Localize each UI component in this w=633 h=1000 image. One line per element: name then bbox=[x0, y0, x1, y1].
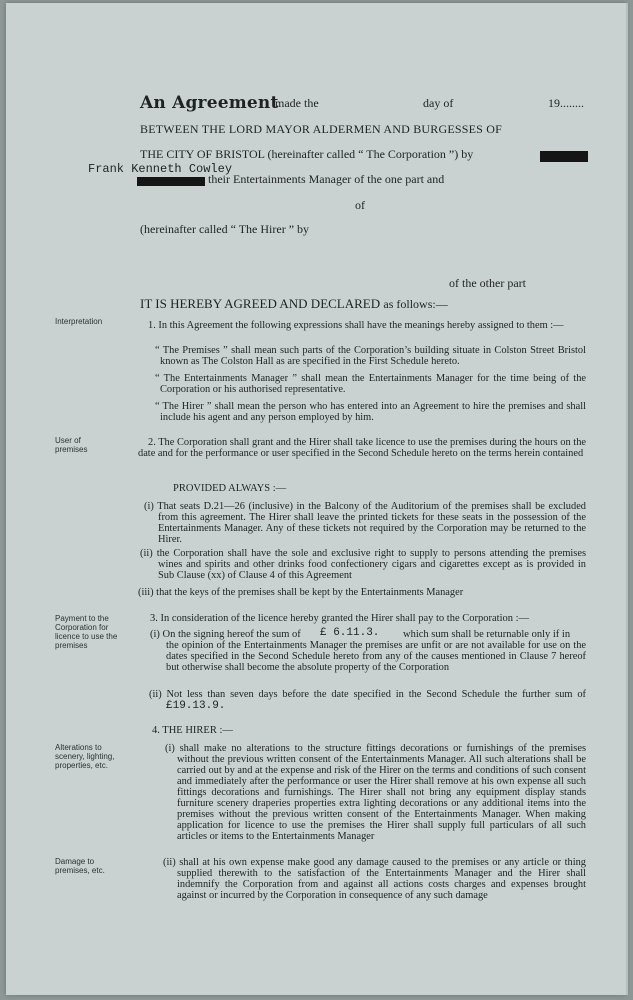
clause-1-hirer: “ The Hirer ” shall mean the person who has entered into an Agreement to hire the premises and shall include his agent and any person employed by him. bbox=[155, 401, 586, 423]
typed-manager-name: Frank Kenneth Cowley bbox=[88, 162, 233, 176]
redaction-mark bbox=[137, 177, 205, 186]
clause-3-i-rest: the opinion of the Entertainments Manager the premises are unfit or are not available for use on the dates specified in the Second Schedule hereto from any of the causes mentioned in Clause 7 hereof but otherwise shall become the absolute property of the Corporation bbox=[166, 640, 586, 673]
clause-2: 2. The Corporation shall grant and the Hirer shall take licence to use the premises during the hours on the date and for the performance or user specified in the Second Schedule hereto on the terms herein contained bbox=[138, 437, 586, 459]
margin-payment: Payment to the Corporation for licence to use the premises bbox=[55, 614, 118, 650]
clause-3-i-continued: which sum shall be returnable only if in bbox=[403, 629, 571, 640]
proviso-ii: (ii) the Corporation shall have the sole and exclusive right to supply to persons attending the premises wines and spirits and other drinks food confectionery cigars and cigarettes except as is provided in Sub Clause (xx) of Clause 4 of this Agreement bbox=[140, 548, 586, 581]
clause-3-ii-sum: £19.13.9. bbox=[166, 700, 226, 712]
clause-1-manager: “ The Entertainments Manager ” shall mean the Entertainments Manager for the time being of the Corporation or his authorised representative. bbox=[155, 373, 586, 395]
clause-4-heading: 4. THE HIRER :— bbox=[152, 725, 233, 736]
year-field: 19........ bbox=[548, 96, 584, 110]
margin-interpretation: Interpretation bbox=[55, 317, 103, 326]
of-text: of bbox=[355, 198, 365, 212]
clause-3-ii: (ii) Not less than seven days before the date specified in the Second Schedule the further sum of £19.13.9. bbox=[149, 689, 586, 712]
margin-alterations: Alterations to scenery, lighting, properties, etc. bbox=[55, 743, 115, 770]
city-line: THE CITY OF BRISTOL (hereinafter called “ The Corporation ”) by bbox=[140, 147, 474, 161]
other-part-text: of the other part bbox=[449, 276, 526, 290]
parties-line: BETWEEN THE LORD MAYOR ALDERMEN AND BURGESSES OF bbox=[140, 122, 502, 136]
clause-4-i: (i) shall make no alterations to the structure fittings decorations or furnishings of the premises without the previous written consent of the Entertainments Manager. All such alterations shall be carried out by and at the expense and risk of the Hirer on the terms and conditions of such consent and immediately after the performance or user the Hirer shall remove at his own expense all such fittings decorations and furnishings. The Hirer shall not bring any equipment display stands furniture scenery draperies properties extra lighting decorations or any additional items into the premises without the previous written consent of the Entertainments Manager. When making application for licence to use the premises the Hirer shall supply full particulars of all such articles or items to the Entertainments Manager bbox=[165, 743, 586, 842]
clause-3-i-start: (i) On the signing hereof the sum of bbox=[150, 629, 301, 640]
made-the-text: made the bbox=[275, 96, 319, 110]
margin-damage: Damage to premises, etc. bbox=[55, 857, 105, 875]
manager-line: their Entertainments Manager of the one part and bbox=[208, 172, 445, 186]
hirer-line: (hereinafter called “ The Hirer ” by bbox=[140, 222, 310, 236]
clause-1-premises: “ The Premises ” shall mean such parts of the Corporation’s building situate in Colston Street Bristol known as The Colston Hall as are specified in the First Schedule hereto. bbox=[155, 345, 586, 367]
proviso-i: (i) That seats D.21—26 (inclusive) in the Balcony of the Auditorium of the premises shall be excluded from this agreement. The Hirer shall leave the printed tickets for these seats in the possession of the Entertainments Manager. Any of these tickets not required by the Corporation may be returned to the Hirer. bbox=[144, 501, 586, 545]
proviso-iii: (iii) that the keys of the premises shall be kept by the Entertainments Manager bbox=[138, 587, 464, 598]
clause-1: 1. In this Agreement the following expressions shall have the meanings hereby assigned to them :— bbox=[148, 320, 564, 331]
clause-4-ii: (ii) shall at his own expense make good any damage caused to the premises or any article or thing supplied therewith to the satisfaction of the Entertainments Manager and the Hirer shall indemnify the Corporation from and against all actions costs charges and expenses brought against or incurred by the Corporation in consequence of any such damage bbox=[163, 857, 586, 901]
provided-always-heading: PROVIDED ALWAYS :— bbox=[173, 483, 287, 494]
agreed-heading: IT IS HEREBY AGREED AND DECLARED as follows:— bbox=[140, 296, 448, 311]
clause-3: 3. In consideration of the licence hereby granted the Hirer shall pay to the Corporation :— bbox=[150, 613, 530, 624]
margin-user-of-premises: User of premises bbox=[55, 436, 88, 454]
redaction-mark bbox=[540, 151, 588, 162]
agreement-title: An Agreement bbox=[140, 93, 279, 113]
day-of-text: day of bbox=[423, 96, 454, 110]
clause-3-i-sum: £ 6.11.3. bbox=[320, 627, 380, 639]
